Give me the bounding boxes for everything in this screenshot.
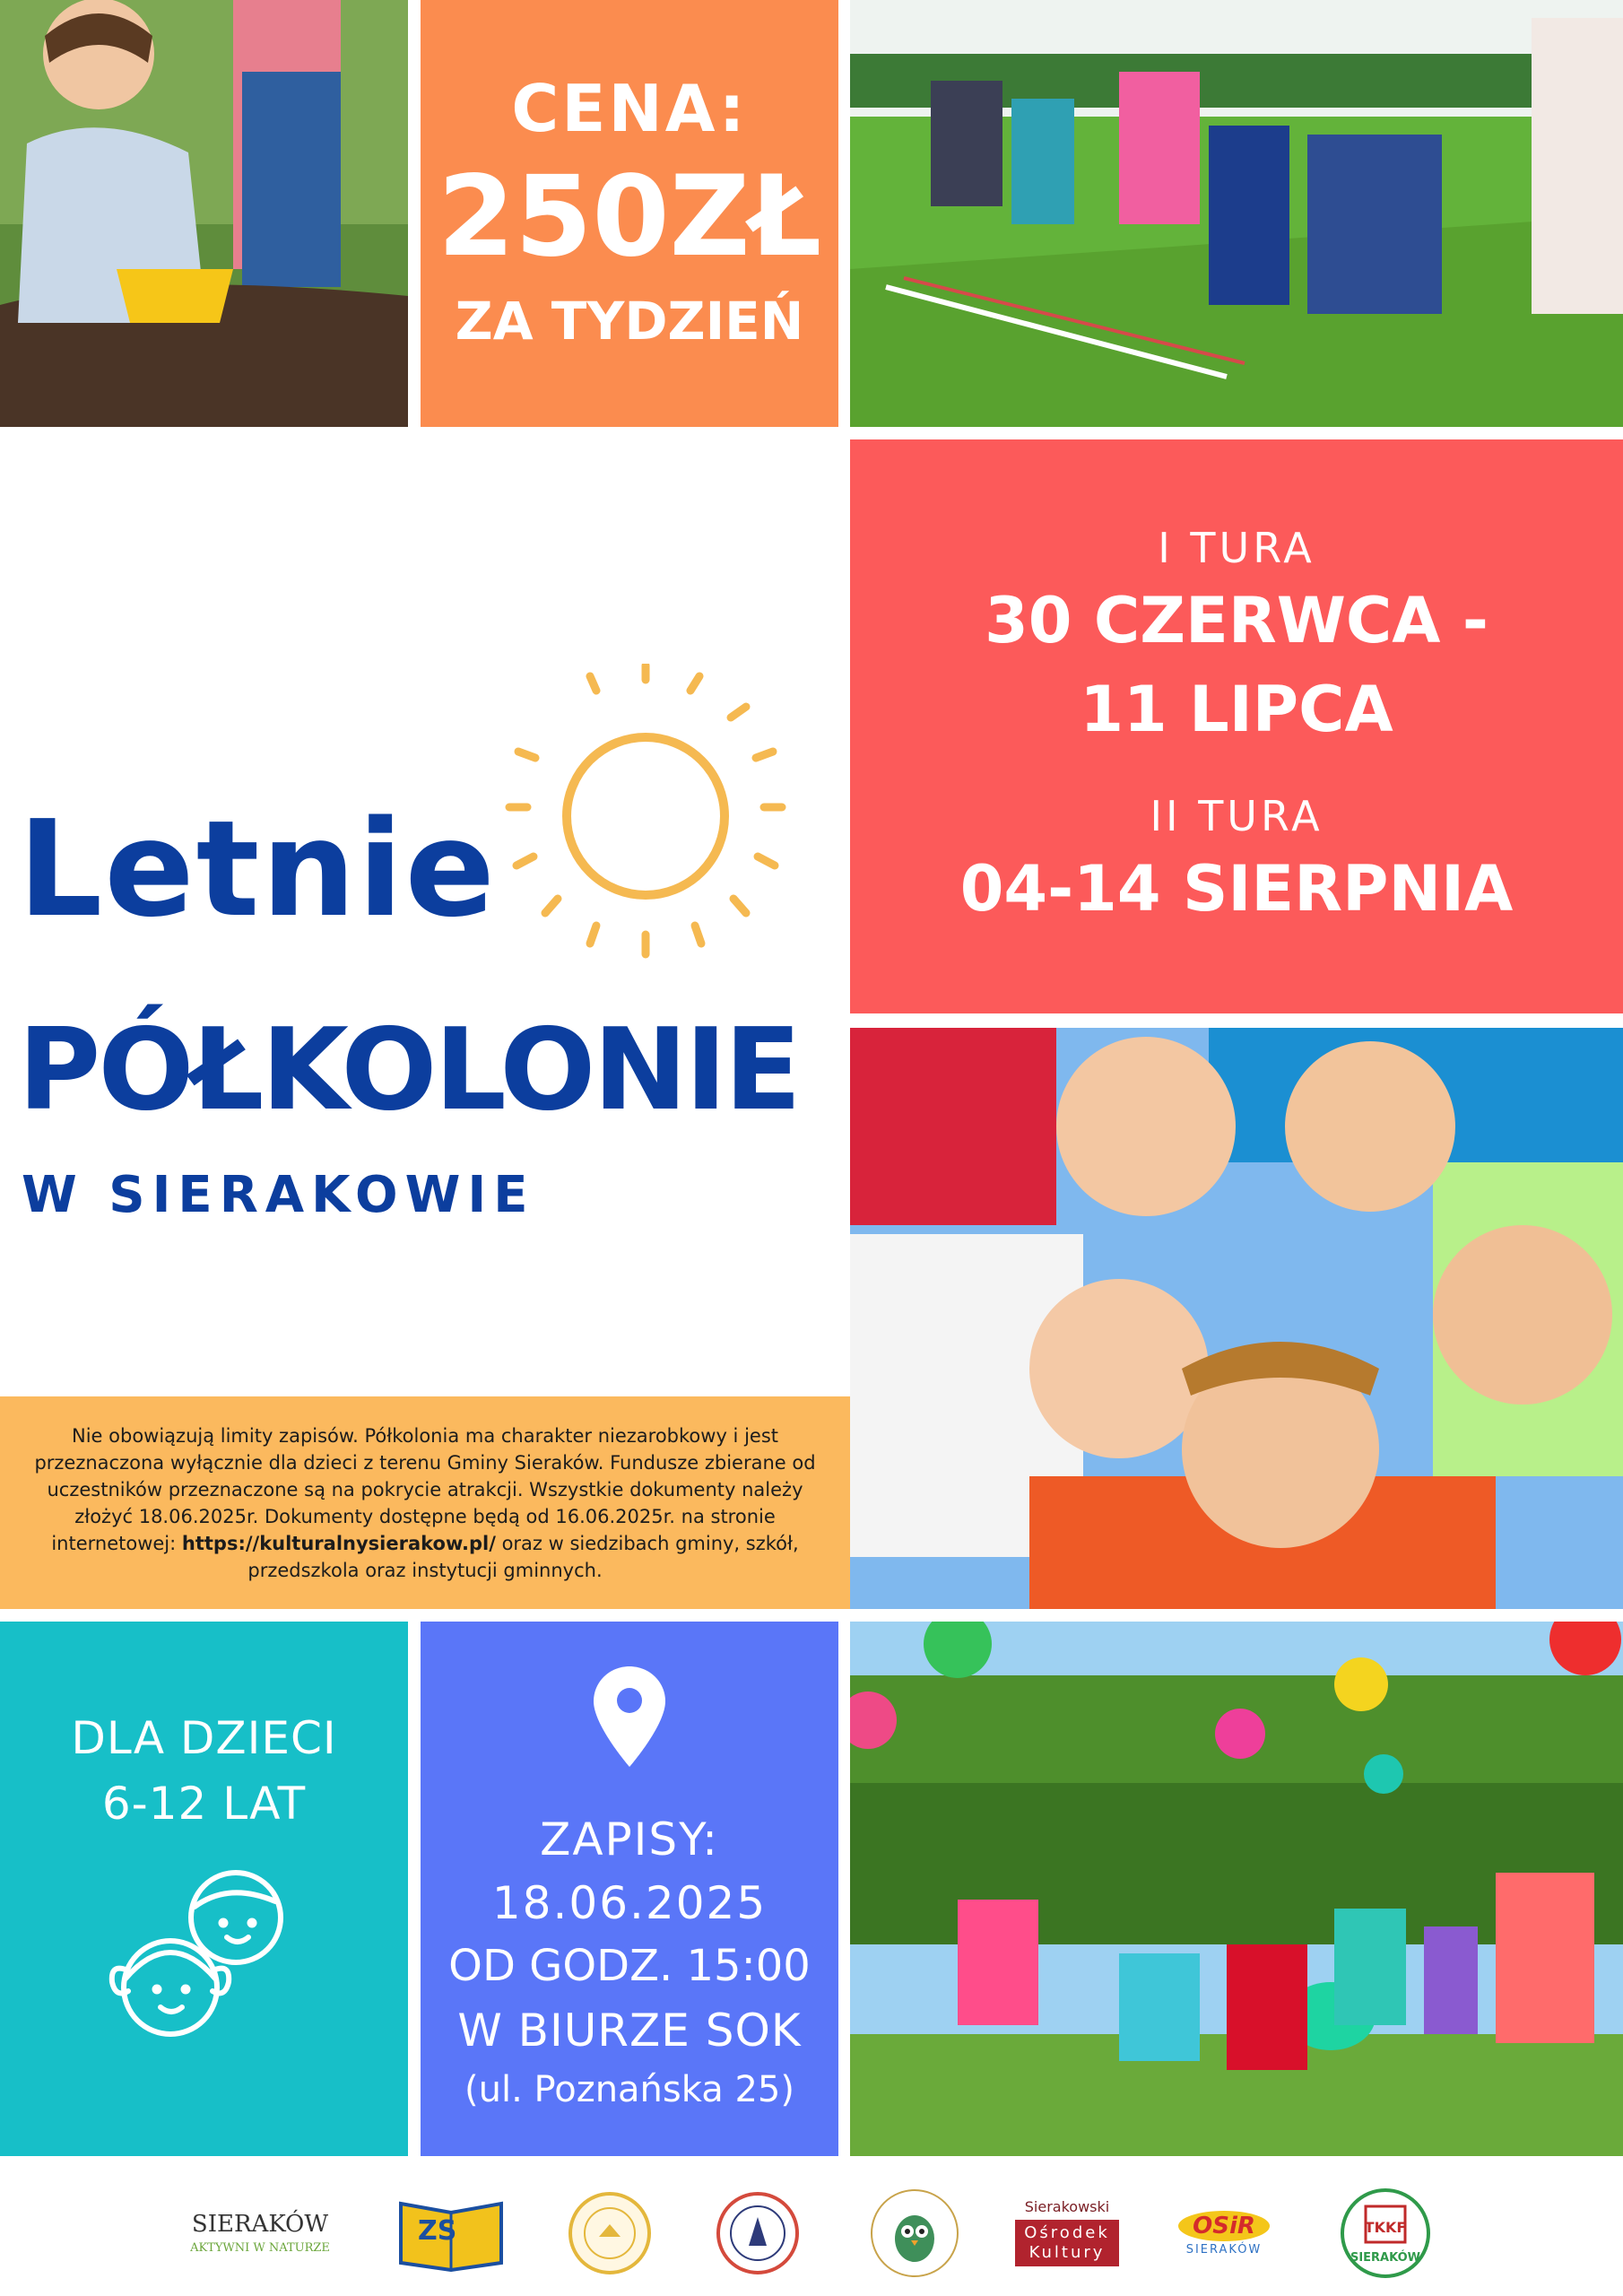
tour2-dates: 04-14 SIERPNIA [959,852,1514,926]
logo-sierakow [188,2188,332,2278]
logo-sierakow-sub: AKTYWNI W NATURZE [190,2240,330,2255]
age-panel [0,1622,408,2156]
logo-sok-box [1015,2220,1119,2266]
tour2-label: II TURA [1150,792,1324,841]
age-line2: 6-12 LAT [101,1778,307,1830]
logo-school-seal [565,2188,655,2278]
registration-label: ZAPISY: [540,1813,719,1866]
registration-place: W BIURZE SOK [457,2005,802,2057]
tour1-dates-line2: 11 LIPCA [1080,672,1393,746]
logo-sierakow-main: SIERAKÓW [191,2210,329,2238]
photo-kids-huddle [850,1028,1623,1609]
logo-preschool-owl [865,2188,964,2278]
age-line1: DLA DZIECI [71,1712,337,1764]
logo-sok-line1: Sierakowski [1024,2198,1110,2216]
info-text-start: Nie obowiązują limity zapisów. Półkolonia ma charakter niezarobkowy i jest przeznaczona wyłącznie dla dzieci z terenu Gminy Sieraków. Fundusze zbierane od uczestników przeznaczone są na pokrycie atrakcji. Wszystkie dokumenty należy złożyć 18.06.2025r. Dokumenty dostępne będą od 16.06.2025r. na stronie internetowej: [34,1424,816,1554]
registration-address: (ul. Poznańska 25) [464,2069,794,2110]
children-faces-icon [103,1864,309,2043]
tour1-label: I TURA [1158,524,1315,573]
registration-date: 18.06.2025 [491,1877,768,1929]
price-label: CENA: [511,70,748,146]
info-panel [0,1396,850,1609]
price-panel [421,0,838,427]
info-link[interactable]: https://kulturalnysierakow.pl/ [181,1532,496,1554]
registration-panel [421,1622,838,2156]
photo-boy-digging [0,0,408,427]
logo-sok-line3: Kultury [1028,2243,1106,2262]
logo-osir-sub: SIERAKÓW [1185,2242,1263,2257]
price-period: ZA TYDZIEŃ [455,291,804,352]
sun-icon [502,664,789,969]
logo-zs-text: ZS [418,2215,457,2247]
dates-panel [850,439,1623,1013]
title-letnie: Letnie [18,792,497,946]
title-polkolonie: PÓŁKOLONIE [18,1004,799,1135]
info-text [0,1422,850,1584]
photo-kids-field-ladder [850,0,1623,427]
photo-kids-balloons [850,1622,1623,2156]
registration-time: OD GODZ. 15:00 [448,1941,811,1991]
logo-tkkf [1336,2188,1435,2278]
info-text-end: oraz w siedzibach gminy, szkół, przedszkola oraz instytucji gminnych. [247,1532,799,1581]
price-amount: 250ZŁ [437,152,822,282]
title-location: W SIERAKOWIE [22,1166,535,1224]
logo-osir [1170,2188,1278,2278]
logo-tkkf-sub: SIERAKÓW [1350,2251,1421,2265]
logo-sok [1009,2188,1125,2278]
tour1-dates-line1: 30 CZERWCA - [985,584,1488,658]
logo-osir-main: OSiR [1178,2211,1270,2241]
logo-tkkf-main: TKKF [1364,2219,1407,2236]
logo-sok-line2: Ośrodek [1024,2223,1110,2243]
logo-zs [395,2188,507,2278]
location-pin-icon [594,1666,665,1767]
logo-school-emblem [713,2188,803,2278]
